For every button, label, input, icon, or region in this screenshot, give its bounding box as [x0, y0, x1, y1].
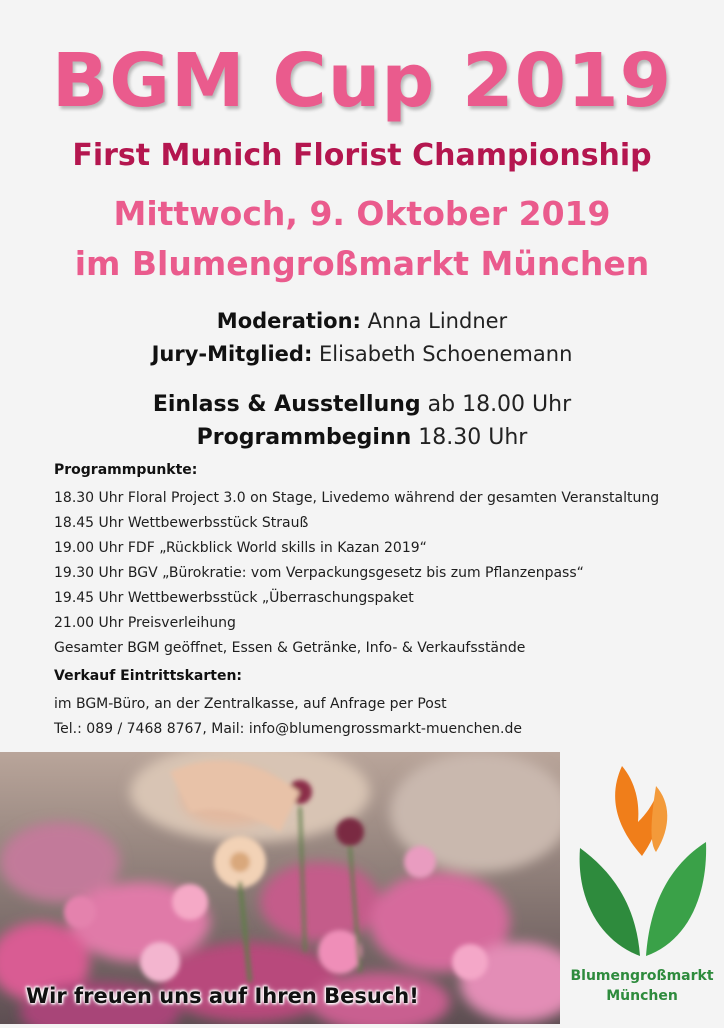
tickets-list	[54, 692, 714, 742]
event-subtitle: First Munich Florist Championship	[72, 138, 652, 173]
logo-text-line1: Blumengroßmarkt	[570, 968, 714, 984]
admission-line	[0, 392, 724, 417]
tickets-contact[interactable]: Tel.: 089 / 7468 8767, Mail: info@blumengrossmarkt-muenchen.de	[54, 721, 522, 737]
jury-line	[0, 342, 724, 366]
tickets-locations: im BGM-Büro, an der Zentralkasse, auf Anfrage per Post	[54, 696, 447, 712]
program-start-label: Programmbeginn	[196, 425, 412, 450]
program-item: 19.45 Uhr Wettbewerbsstück „Überraschungspaket	[54, 590, 414, 606]
program-item: 19.30 Uhr BGV „Bürokratie: vom Verpackungsgesetz bis zum Pflanzenpass“	[54, 565, 584, 581]
moderation-label: Moderation:	[216, 309, 361, 333]
program-item: 18.30 Uhr Floral Project 3.0 on Stage, Livedemo während der gesamten Veranstaltung	[54, 490, 660, 506]
admission-label: Einlass & Ausstellung	[152, 392, 421, 417]
jury-label: Jury-Mitglied:	[151, 342, 313, 366]
program-list	[54, 486, 714, 661]
program-item: Gesamter BGM geöffnet, Essen & Getränke, Info- & Verkaufsstände	[54, 640, 526, 656]
moderation-line	[0, 309, 724, 333]
tagline: Wir freuen uns auf Ihren Besuch!	[26, 984, 419, 1008]
jury-value: Elisabeth Schoenemann	[312, 342, 573, 366]
moderation-value: Anna Lindner	[360, 309, 508, 333]
tickets-heading: Verkauf Eintrittskarten:	[54, 668, 243, 684]
program-heading: Programmpunkte:	[54, 462, 198, 478]
program-item: 21.00 Uhr Preisverleihung	[54, 615, 236, 631]
program-start-value: 18.30 Uhr	[411, 425, 528, 450]
program-start-line	[0, 425, 724, 450]
event-date: Mittwoch, 9. Oktober 2019	[113, 194, 611, 233]
program-item: 18.45 Uhr Wettbewerbsstück Strauß	[54, 515, 309, 531]
event-title: BGM Cup 2019	[51, 38, 673, 124]
program-item: 19.00 Uhr FDF „Rückblick World skills in Kazan 2019“	[54, 540, 427, 556]
logo-text-line2: München	[606, 988, 678, 1004]
admission-value: ab 18.00 Uhr	[420, 392, 572, 417]
event-location: im Blumengroßmarkt München	[74, 244, 650, 283]
